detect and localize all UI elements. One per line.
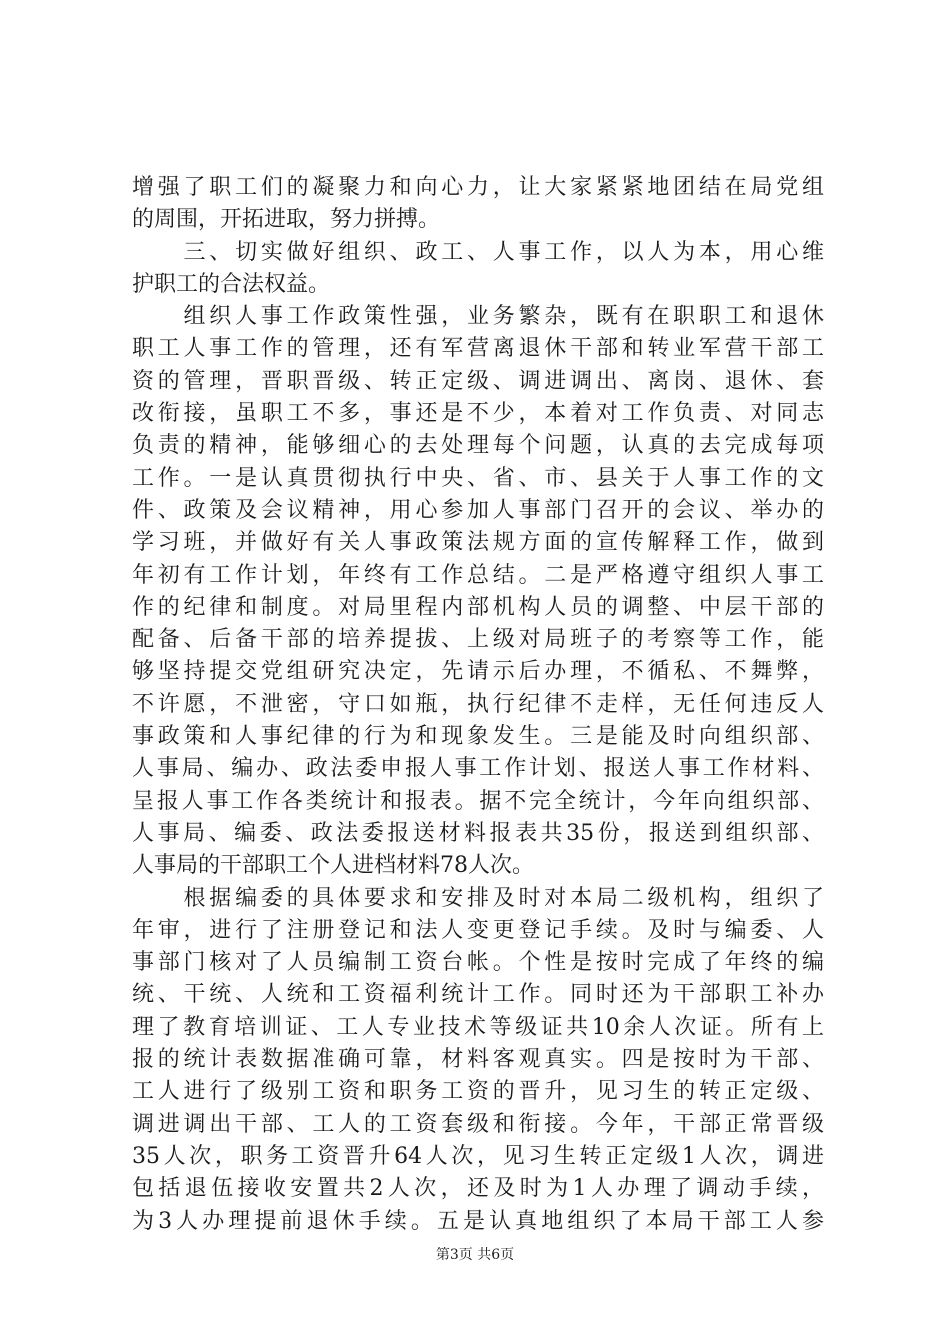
text-line: 年审，进行了注册登记和法人变更登记手续。及时与编委、人 <box>132 917 824 943</box>
text-line: 呈报人事工作各类统计和报表。据不完全统计，今年向组织部、 <box>132 788 824 814</box>
text-line: 配备、后备干部的培养提拔、上级对局班子的考察等工作，能 <box>132 627 824 653</box>
text-line: 学习班，并做好有关人事政策法规方面的宣传解释工作，做到 <box>132 530 824 556</box>
document-body <box>132 172 824 1238</box>
text-line: 理了教育培训证、工人专业技术等级证共10余人次证。所有上 <box>132 1014 824 1040</box>
text-line: 包括退伍接收安置共2人次，还及时为1人办理了调动手续， <box>132 1176 824 1202</box>
text-line: 35人次，职务工资晋升64人次，见习生转正定级1人次，调进 <box>132 1143 824 1169</box>
text-line: 报的统计表数据准确可靠，材料客观真实。四是按时为干部、 <box>132 1047 824 1073</box>
text-line: 组织人事工作政策性强，业务繁杂，既有在职职工和退休 <box>132 304 824 330</box>
text-line: 年初有工作计划，年终有工作总结。二是严格遵守组织人事工 <box>132 562 824 588</box>
text-line: 作的纪律和制度。对局里程内部机构人员的调整、中层干部的 <box>132 594 824 620</box>
text-line: 人事局、编委、政法委报送材料报表共35份，报送到组织部、 <box>132 820 824 846</box>
text-line: 资的管理，晋职晋级、转正定级、调进调出、离岗、退休、套 <box>132 368 824 394</box>
page-number-footer: 第3页 共6页 <box>435 1247 515 1263</box>
text-line: 职工人事工作的管理，还有军营离退休干部和转业军营干部工 <box>132 336 824 362</box>
text-line: 事政策和人事纪律的行为和现象发生。三是能及时向组织部、 <box>132 724 824 750</box>
text-line: 不许愿，不泄密，守口如瓶，执行纪律不走样，无任何违反人 <box>132 691 824 717</box>
text-line: 人事局、编办、政法委申报人事工作计划、报送人事工作材料、 <box>132 756 824 782</box>
text-line: 够坚持提交党组研究决定，先请示后办理，不循私、不舞弊， <box>132 659 824 685</box>
text-line: 三、切实做好组织、政工、人事工作，以人为本，用心维 <box>132 239 824 265</box>
text-line: 护职工的合法权益。 <box>132 271 331 297</box>
text-line: 件、政策及会议精神，用心参加人事部门召开的会议、举办的 <box>132 497 824 523</box>
text-line: 负责的精神，能够细心的去处理每个问题，认真的去完成每项 <box>132 433 824 459</box>
text-line: 为3人办理提前退休手续。五是认真地组织了本局干部工人参 <box>132 1208 824 1234</box>
text-line: 人事局的干部职工个人进档材料78人次。 <box>132 853 534 879</box>
text-line: 工作。一是认真贯彻执行中央、省、市、县关于人事工作的文 <box>132 465 824 491</box>
text-line: 的周围，开拓进取，努力拼搏。 <box>132 207 441 233</box>
text-line: 根据编委的具体要求和安排及时对本局二级机构，组织了 <box>132 885 824 911</box>
text-line: 统、干统、人统和工资福利统计工作。同时还为干部职工补办 <box>132 982 824 1008</box>
text-line: 调进调出干部、工人的工资套级和衔接。今年，干部正常晋级 <box>132 1111 824 1137</box>
text-line: 事部门核对了人员编制工资台帐。个性是按时完成了年终的编 <box>132 950 824 976</box>
text-line: 工人进行了级别工资和职务工资的晋升，见习生的转正定级、 <box>132 1079 824 1105</box>
text-line: 改衔接，虽职工不多，事还是不少，本着对工作负责、对同志 <box>132 401 824 427</box>
text-line: 增强了职工们的凝聚力和向心力，让大家紧紧地团结在局党组 <box>132 175 824 200</box>
